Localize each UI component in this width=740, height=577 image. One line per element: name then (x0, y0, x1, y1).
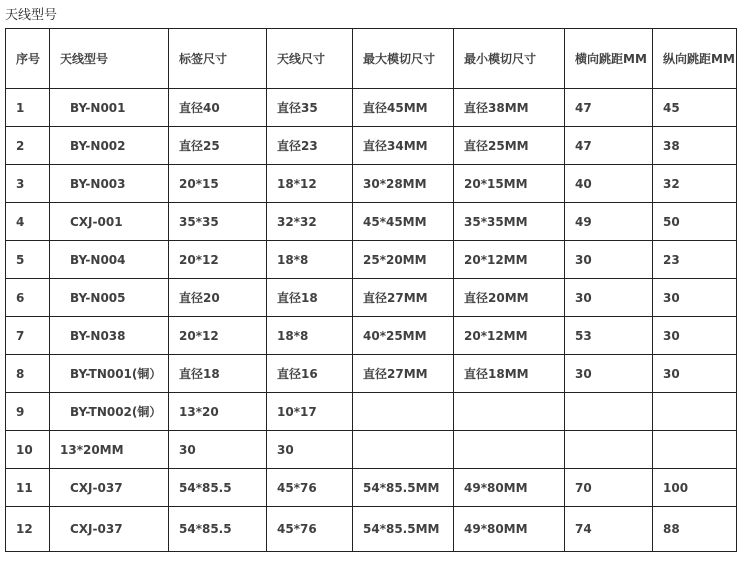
table-cell: 54*85.5MM (353, 469, 454, 507)
table-row (6, 203, 737, 241)
header-cell: 序号 (6, 29, 50, 89)
table-cell: 30 (267, 431, 353, 469)
table-cell: 47 (565, 127, 653, 165)
table-cell: CXJ-037 (50, 507, 169, 552)
table-cell: 5 (6, 241, 50, 279)
table-cell (454, 393, 565, 431)
table-cell: 40 (565, 165, 653, 203)
table-cell: 11 (6, 469, 50, 507)
table-cell: 20*12 (169, 241, 267, 279)
table-cell: 直径40 (169, 89, 267, 127)
table-cell: 9 (6, 393, 50, 431)
table-cell: 20*12 (169, 317, 267, 355)
table-cell: 23 (653, 241, 737, 279)
table-cell: 45 (653, 89, 737, 127)
table-cell: 6 (6, 279, 50, 317)
table-cell: 直径45MM (353, 89, 454, 127)
table-cell: BY-TN002(铜） (50, 393, 169, 431)
table-cell: 38 (653, 127, 737, 165)
table-cell (653, 431, 737, 469)
table-cell: 32*32 (267, 203, 353, 241)
table-cell: 53 (565, 317, 653, 355)
table-row (6, 165, 737, 203)
table-cell: 2 (6, 127, 50, 165)
table-row (6, 317, 737, 355)
table-cell: 45*76 (267, 469, 353, 507)
table-cell: 40*25MM (353, 317, 454, 355)
table-cell: 49 (565, 203, 653, 241)
table-cell: 直径23 (267, 127, 353, 165)
table-cell: CXJ-037 (50, 469, 169, 507)
table-cell: BY-N038 (50, 317, 169, 355)
table-row (6, 431, 737, 469)
table-cell: 88 (653, 507, 737, 552)
table-row (6, 279, 737, 317)
table-cell: 8 (6, 355, 50, 393)
table-cell: CXJ-001 (50, 203, 169, 241)
table-cell: 直径18 (267, 279, 353, 317)
table-cell: 20*15MM (454, 165, 565, 203)
table-cell: 25*20MM (353, 241, 454, 279)
table-cell: BY-TN001(铜） (50, 355, 169, 393)
table-cell (353, 393, 454, 431)
table-cell: 30 (653, 355, 737, 393)
table-cell: 18*12 (267, 165, 353, 203)
table-cell: 1 (6, 89, 50, 127)
header-cell: 天线型号 (50, 29, 169, 89)
table-cell: 30 (565, 355, 653, 393)
table-cell: 30 (565, 279, 653, 317)
table-cell: 直径27MM (353, 355, 454, 393)
table-cell: 7 (6, 317, 50, 355)
table-cell: 20*12MM (454, 317, 565, 355)
table-cell: 13*20MM (50, 431, 169, 469)
table-cell: 54*85.5MM (353, 507, 454, 552)
table-row (6, 507, 737, 552)
table-cell: 直径25MM (454, 127, 565, 165)
header-cell: 标签尺寸 (169, 29, 267, 89)
table-cell: 13*20 (169, 393, 267, 431)
header-cell: 最大模切尺寸 (353, 29, 454, 89)
table-row (6, 393, 737, 431)
table-cell: 30 (653, 279, 737, 317)
table-row (6, 355, 737, 393)
table-caption: 天线型号 (5, 8, 58, 23)
table-cell: BY-N005 (50, 279, 169, 317)
table-cell: 直径27MM (353, 279, 454, 317)
header-cell: 最小模切尺寸 (454, 29, 565, 89)
header-cell: 纵向跳距MM (653, 29, 737, 89)
table-cell: 直径18 (169, 355, 267, 393)
table-cell: 直径20 (169, 279, 267, 317)
header-cell: 天线尺寸 (267, 29, 353, 89)
table-cell: 70 (565, 469, 653, 507)
table-cell: 直径38MM (454, 89, 565, 127)
table-cell: 直径18MM (454, 355, 565, 393)
table-cell: 32 (653, 165, 737, 203)
table-cell (454, 431, 565, 469)
table-cell (565, 393, 653, 431)
table-cell: 20*12MM (454, 241, 565, 279)
table-cell (353, 431, 454, 469)
table-cell: 18*8 (267, 241, 353, 279)
header-row (6, 29, 737, 89)
table-cell: BY-N004 (50, 241, 169, 279)
table-cell: 12 (6, 507, 50, 552)
antenna-spec-table (5, 28, 737, 552)
table-cell: 4 (6, 203, 50, 241)
table-cell: 直径35 (267, 89, 353, 127)
table-row (6, 469, 737, 507)
table-cell (653, 393, 737, 431)
table-cell: 30 (653, 317, 737, 355)
table-cell: 30 (169, 431, 267, 469)
table-row (6, 127, 737, 165)
table-cell: 直径25 (169, 127, 267, 165)
table-cell (565, 431, 653, 469)
table-cell: 10*17 (267, 393, 353, 431)
table-cell: 10 (6, 431, 50, 469)
table-cell: 74 (565, 507, 653, 552)
table-row (6, 241, 737, 279)
table-cell: 45*76 (267, 507, 353, 552)
table-cell: 54*85.5 (169, 507, 267, 552)
table-cell: 直径34MM (353, 127, 454, 165)
table-cell: 20*15 (169, 165, 267, 203)
table-row (6, 89, 737, 127)
table-cell: 直径16 (267, 355, 353, 393)
table-cell: BY-N003 (50, 165, 169, 203)
table-cell: 45*45MM (353, 203, 454, 241)
header-cell: 横向跳距MM (565, 29, 653, 89)
table-cell: 100 (653, 469, 737, 507)
table-cell: BY-N002 (50, 127, 169, 165)
table-cell: 49*80MM (454, 507, 565, 552)
table-cell: 47 (565, 89, 653, 127)
table-cell: 3 (6, 165, 50, 203)
table-cell: 30*28MM (353, 165, 454, 203)
table-cell: 49*80MM (454, 469, 565, 507)
table-cell: 30 (565, 241, 653, 279)
table-cell: 35*35MM (454, 203, 565, 241)
table-cell: 直径20MM (454, 279, 565, 317)
table-cell: 50 (653, 203, 737, 241)
table-cell: 35*35 (169, 203, 267, 241)
table-cell: BY-N001 (50, 89, 169, 127)
table-cell: 18*8 (267, 317, 353, 355)
table-cell: 54*85.5 (169, 469, 267, 507)
